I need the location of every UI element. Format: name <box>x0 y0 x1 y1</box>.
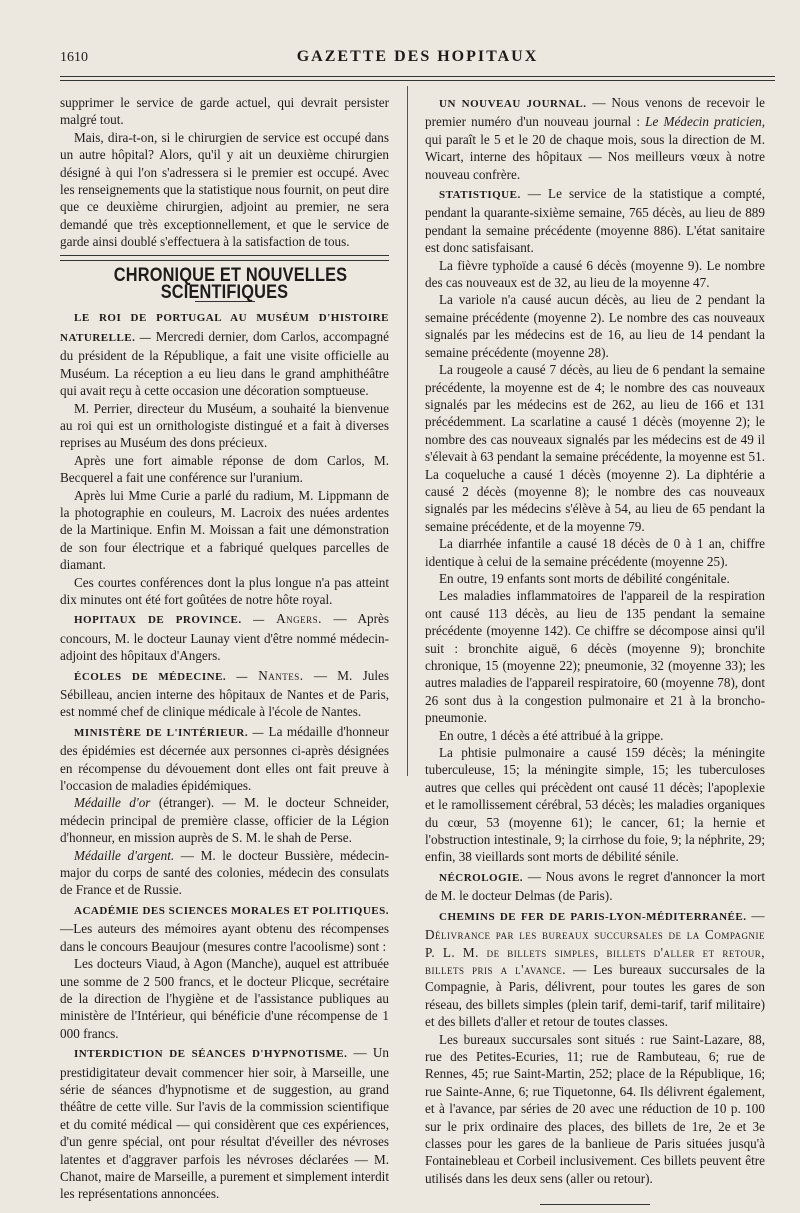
article-paragraph: Médaille d'or (étranger). — M. le docteur Schneider, médecin principal de première classe, officier de la Légion d'honneur, en mission auprès de S. M. le shah de Perse. <box>60 795 390 846</box>
article-chemins: CHEMINS DE FER DE PARIS-LYON-MÉDITERRANÉE. — Délivrance par les bureaux succursales de la Compagnie P. L. M. de billets simples, billets d'aller et retour, billets pris a l'avance. — Les bureaux succursales de la Compagnie, à Paris, délivrent, pour toutes les gares de son réseau, des billets simples (plein tarif, demi-tarif, tarif militaire) et des billets d'aller et retour de toutes classes. <box>425 907 765 1030</box>
article-lead: MINISTÈRE DE L'INTÉRIEUR. — <box>74 726 265 739</box>
article-hopitaux: HOPITAUX DE PROVINCE. — Angers. — Après concours, M. le docteur Launay vient d'être nommé médecin-adjoint des hôpitaux d'Angers. <box>60 611 389 664</box>
article-lead: CHEMINS DE FER DE PARIS-LYON-MÉDITERRANÉE. <box>439 910 747 923</box>
page-header <box>60 46 775 72</box>
end-ornament <box>425 1195 765 1203</box>
article-lead: STATISTIQUE. <box>439 189 521 202</box>
article-ministere: MINISTÈRE DE L'INTÉRIEUR. — La médaille d'honneur des épidémies est décernée aux personnes ci-après désignées en récompense du dévouement dont elles ont fait preuve à l'occasion de maladies épidémiques. <box>60 723 389 794</box>
article-paragraph: Après lui Mme Curie a parlé du radium, M. Lippmann de la photographie en couleurs, M. Lacroix des nuées ardentes de la Martinique. Enfin M. Moissan a fait une démonstration de son four électrique et a fabriqué quelques parcelles de diamant. <box>60 487 389 573</box>
article-lead: LE ROI DE PORTUGAL AU MUSÉUM D'HISTOIRE NATURELLE. — <box>60 312 389 344</box>
article-paragraph: La rougeole a causé 7 décès, au lieu de 6 pendant la semaine précédente, la moyenne est de 4; le nombre des cas nouveaux signalés par les médecins est de 262, au lieu de 166 et 131 précédemment. La scarlatine a causé 1 décès (moyenne 2); le nombre des cas nouveaux signalés par les médecins est de 49 il s'élevait à 63 pendant la semaine précédente, la moyenne est 51. La coqueluche a causé 1 décès (moyenne 2). La diphtérie a causé 2 décès (moyenne 8); le nombre des cas nouveaux signalés par les médecins s'élève à 54, au lieu de 65 pendant la semaine précédente, et de la moyenne 79. <box>425 362 765 534</box>
article-lead: NÉCROLOGIE. <box>439 871 524 884</box>
journal-title: GAZETTE DES HOPITAUX <box>296 48 539 65</box>
article-ecoles: ÉCOLES DE MÉDECINE. — Nantes. — M. Jules Sébilleau, ancien interne des hôpitaux de Nantes et de Paris, est nommé chef de clinique médicale à l'école de Nantes. <box>60 667 389 720</box>
article-paragraph: La phtisie pulmonaire a causé 159 décès; la méningite tuberculeuse, 15; la méningite simple, 15; les tuberculoses autres que celles qui précèdent ont causé 11 décès; l'apoplexie et le ramollissement cérébral, 53 décès; les maladies organiques du cœur, 53 (moyenne 61); le cancer, 61; la hernie et l'obstruction intestinale, 9; la cirrhose du foie, 9; la néphrite, 29; enfin, 38 vieillards sont morts de débilité sénile. <box>425 745 765 865</box>
article-paragraph: Les docteurs Viaud, à Agon (Manche), auquel est attribuée une somme de 2 500 francs, et le docteur Plicque, secrétaire de la direction de l'hygiène et de l'assistance publiques au ministère de l'Intérieur, qui bénéficie d'une récompense de 1 000 francs. <box>60 956 389 1041</box>
article-statistique: STATISTIQUE. — Le service de la statistique a compté, pendant la quarante-sixième semaine, 765 décès, au lieu de 889 pendant la semaine précédente (moyenne 886). L'état sanitaire est donc satisfaisant. <box>425 186 765 256</box>
article-necrologie: NÉCROLOGIE. — Nous avons le regret d'annoncer la mort de M. le docteur Delmas (de Paris). <box>425 868 765 904</box>
article-paragraph: Après une fort aimable réponse de dom Carlos, M. Becquerel a fait une conférence sur l'uranium. <box>60 452 389 486</box>
article-lead: INTERDICTION DE SÉANCES D'HYPNOTISME. <box>74 1048 348 1061</box>
article-paragraph: En outre, 19 enfants sont morts de débilité congénitale. <box>439 570 730 586</box>
intro-paragraph-1: supprimer le service de garde actuel, qui devrait persister malgré tout. <box>60 95 389 128</box>
section-title: CHRONIQUE ET NOUVELLES SCIENTIFIQUES <box>113 264 348 304</box>
article-lead: ACADÉMIE DES SCIENCES MORALES ET POLITIQUES. <box>74 904 389 917</box>
article-paragraph: Ces courtes conférences dont la plus longue n'a pas atteint dix minutes ont été fort goûtées de notre hôte royal. <box>60 574 389 607</box>
article-portugal: LE ROI DE PORTUGAL AU MUSÉUM D'HISTOIRE NATURELLE. — Mercredi dernier, dom Carlos, accompagné du président de la République, a fait une visite officielle au Muséum. La réception a eu lieu dans le grand amphithéâtre qui avait reçu à cette occasion une décoration somptueuse. <box>60 312 389 399</box>
article-paragraph: La diarrhée infantile a causé 18 décès de 0 à 1 an, chiffre identique à celui de la semaine précédente (moyenne 25). <box>425 536 765 569</box>
article-paragraph: La variole n'a causé aucun décès, au lieu de 2 pendant la semaine précédente (moyenne 2). Le nombre des cas nouveaux signalés par les médecins est de 16, au lieu de 14 pendant la semaine précédente (moyenne 28). <box>425 292 765 360</box>
article-paragraph: Les bureaux succursales sont situés : rue Saint-Lazare, 88, rue des Petites-Ecuries, 11; rue de Rambuteau, 6; rue de Rennes, 45; rue Saint-Martin, 252; place de la République, 16; rue Sainte-Anne, 6; rue Tiquetonne, 64. Ils délivrent également, et à l'avance, par séries de 20 avec une réduction de 10 p. 100 sur le prix ordinaire des places, des billets de 1re, 2e et 3e classes pour les gares de la banlieue de Paris situées jusqu'à Fontainebleau et Corbeil inclusivement. Ces billets peuvent être utilisés dans les deux sens (aller ou retour). <box>425 1031 765 1186</box>
article-lead: HOPITAUX DE PROVINCE. — <box>74 614 265 627</box>
article-academie: ACADÉMIE DES SCIENCES MORALES ET POLITIQUES.—Les auteurs des mémoires ayant obtenu des récompenses dans le concours Beaujour (mesures contre l'acoolisme) sont : <box>60 904 389 954</box>
header-rule-bottom <box>60 80 775 81</box>
article-paragraph: Les maladies inflammatoires de l'appareil de la respiration ont causé 113 décès, au lieu de 135 pendant la semaine précédente (moyenne 142). Ce chiffre se décompose ainsi qu'il suit : bronchite aiguë, 6 décès (moyenne 9); bronchite chronique, 15 (moyenne 22); pneumonie, 32 (moyenne 33); les autres maladies de l'appareil respiratoire, 60 (moyenne 78), dont 26 sont dus à la congestion pulmonaire et 21 à la broncho-pneumonie. <box>425 588 765 726</box>
section-divider <box>60 255 389 261</box>
article-paragraph: Médaille d'argent. — M. le docteur Bussière, médecin-major du corps de santé des colonies, médecin des consulats de France et de Russie. <box>60 847 389 898</box>
right-column <box>425 94 765 1203</box>
left-column <box>60 94 389 1203</box>
article-paragraph: En outre, 1 décès a été attribué à la grippe. <box>439 727 664 743</box>
article-interdiction: INTERDICTION DE SÉANCES D'HYPNOTISME. — Un prestidigitateur devait commencer hier soir, à Marseille, une série de séances d'hypnotisme et de suggestion, au grand théâtre de cette ville. Sur l'avis de la commission scientifique et du comité médical — qui considèrent que ces expériences, d'un genre spécial, ont pour résultat d'éveiller des névroses latentes et d'aggraver parfois les névroses déclarées — M. Chanot, maire de Marseille, a purement et simplement interdit les représentations annoncées. <box>60 1045 390 1202</box>
article-paragraph: M. Perrier, directeur du Muséum, a souhaité la bienvenue au roi qui est un ornithologiste distingué et a fait à diverses reprises au Muséum des dons précieux. <box>60 400 389 451</box>
article-lead: ÉCOLES DE MÉDECINE. — <box>74 670 248 683</box>
article-paragraph: La fièvre typhoïde a causé 6 décès (moyenne 9). Le nombre des cas nouveaux est de 32, au lieu de la moyenne 47. <box>425 257 765 291</box>
page-number: 1610 <box>60 50 88 65</box>
intro-paragraph-2: Mais, dira-t-on, si le chirurgien de service est occupé dans un autre hôpital? Alors, qu'il y ait un deuxième chirurgien désigné à qui l'on s'adressera si le premier est occupé. Avec les renseignements que la statistique nous fournit, on peut dire que ce deuxième chirurgien, adjoint au premier, ne sera demandé que très exceptionnellement, et que le service de garde ainsi doublé s'effectuera à la satisfaction de tous. <box>60 129 389 250</box>
header-rule-top <box>60 76 775 77</box>
article-journal: UN NOUVEAU JOURNAL. — Nous venons de recevoir le premier numéro d'un nouveau journal : Le Médecin praticien, qui paraît le 5 et le 20 de chaque mois, sous la direction de M. Wicart, interne des hôpitaux — Nos meilleurs vœux à notre nouveau confrère. <box>425 95 766 182</box>
article-lead: UN NOUVEAU JOURNAL. <box>439 98 587 110</box>
column-divider <box>407 86 408 776</box>
